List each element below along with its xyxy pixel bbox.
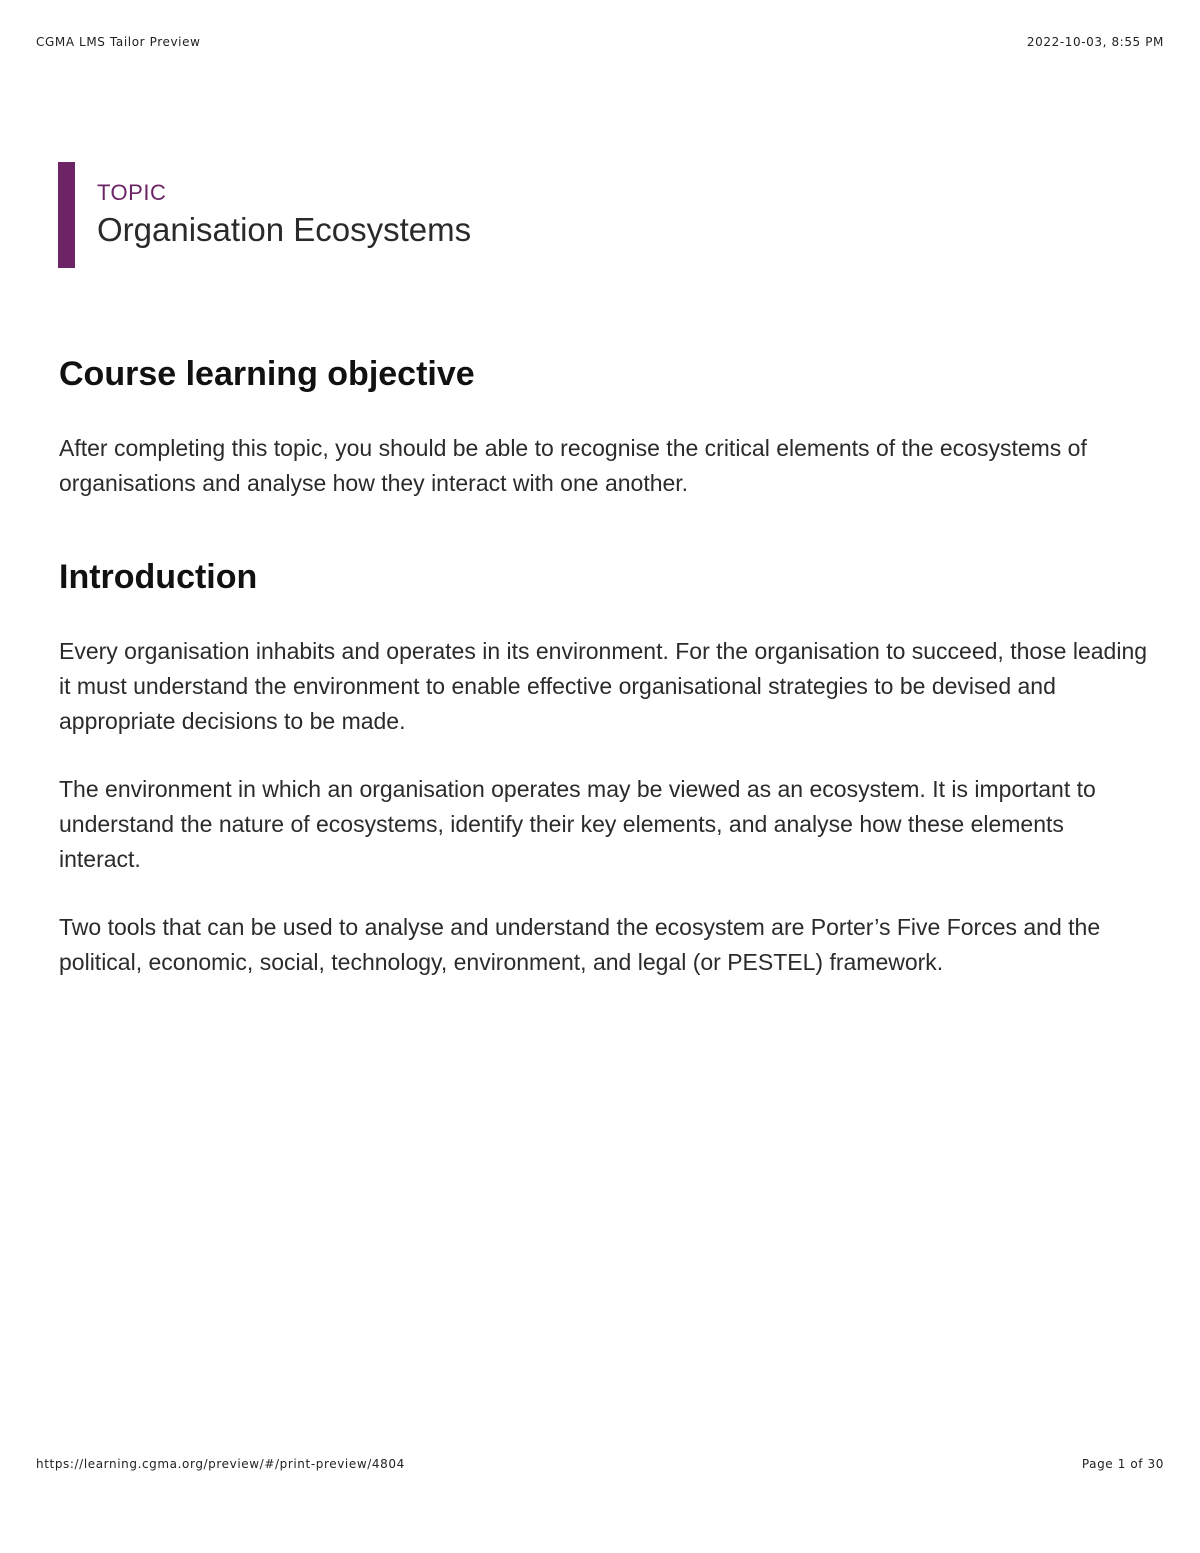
- introduction-paragraph-3: Two tools that can be used to analyse and understand the ecosystem are Porter’s Five Forces and the political, economic, social, technology, environment, and legal (or PESTEL) framework.: [59, 914, 1101, 975]
- topic-label: TOPIC: [97, 180, 167, 205]
- objective-heading: Course learning objective: [59, 355, 475, 393]
- print-header-timestamp: 2022-10-03, 8:55 PM: [1026, 35, 1164, 49]
- main-content: [59, 350, 1149, 980]
- introduction-heading: Introduction: [59, 558, 258, 596]
- introduction-paragraph-1: Every organisation inhabits and operates in its environment. For the organisation to succeed, those leading it must understand the environment to enable effective organisational strategies to be devised and appropriate decisions to be made.: [59, 638, 1148, 734]
- page-indicator: Page 1 of 30: [1081, 1457, 1164, 1471]
- introduction-paragraph-2: The environment in which an organisation operates may be viewed as an ecosystem. It is important to understand the nature of ecosystems, identify their key elements, and analyse how these elements interact.: [59, 776, 1096, 872]
- objective-paragraph: After completing this topic, you should be able to recognise the critical elements of the ecosystems of organisations and analyse how they interact with one another.: [59, 435, 1087, 496]
- topic-title: Organisation Ecosystems: [97, 211, 472, 248]
- topic-accent-bar: [58, 162, 75, 268]
- print-header: [36, 35, 1164, 49]
- topic-text: [75, 162, 471, 268]
- print-header-title: CGMA LMS Tailor Preview: [36, 35, 201, 49]
- topic-block: [58, 162, 471, 268]
- print-footer-url: https://learning.cgma.org/preview/#/print-preview/4804: [36, 1457, 405, 1471]
- print-footer: [36, 1457, 1164, 1471]
